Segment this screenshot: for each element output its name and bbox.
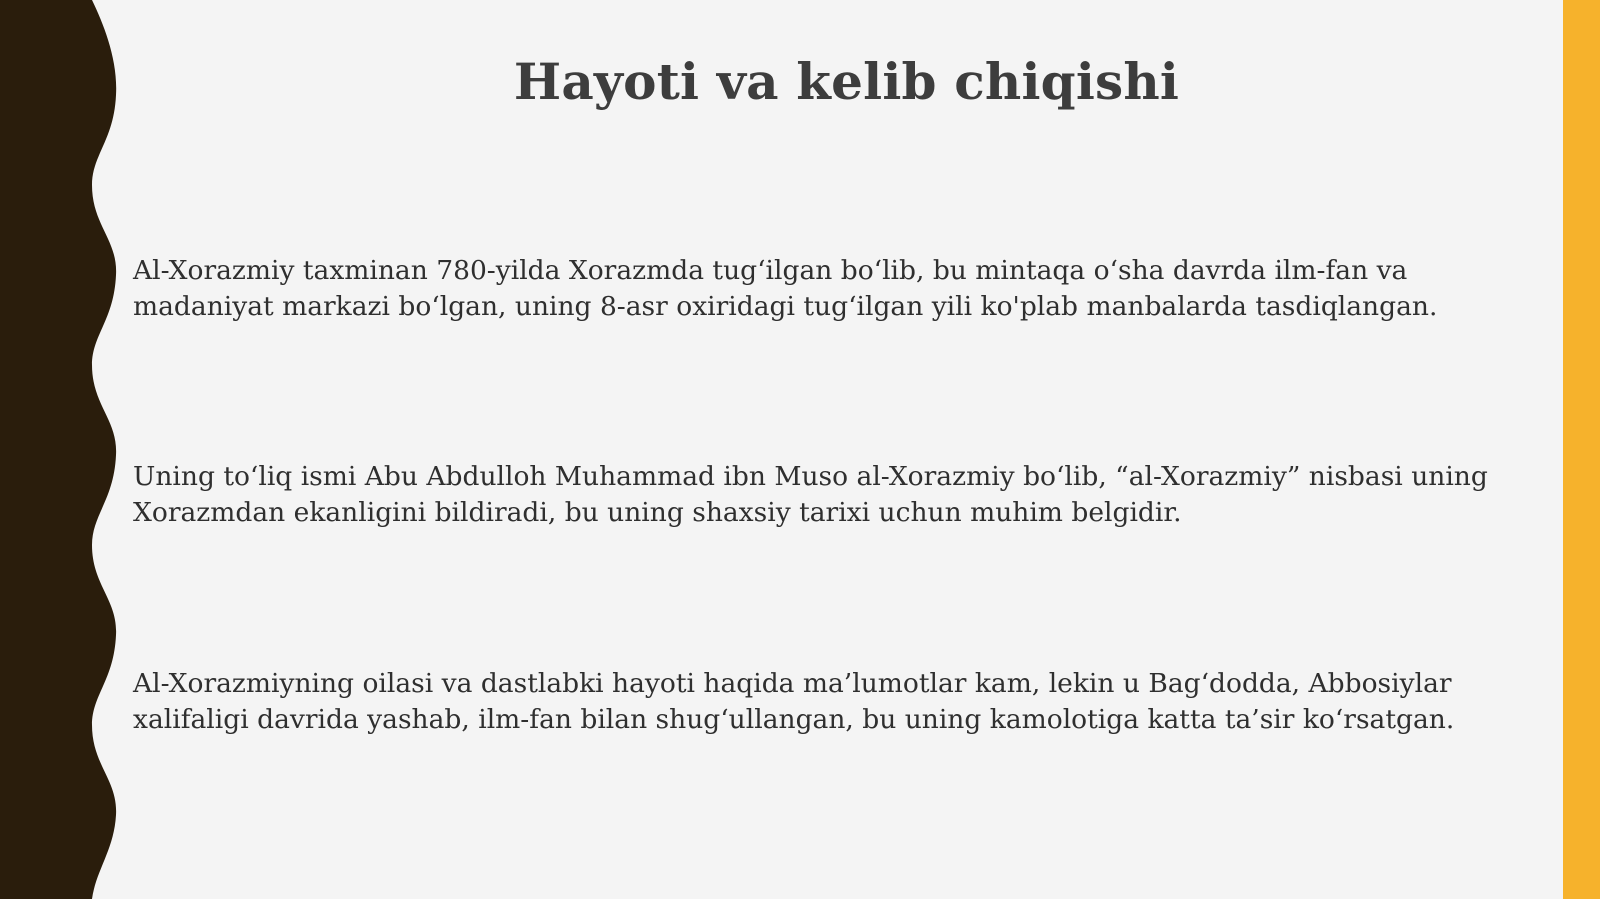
- left-wavy-band: [0, 0, 130, 899]
- right-accent-band: [1563, 0, 1600, 899]
- slide-title: Hayoti va kelib chiqishi: [513, 52, 1180, 111]
- wavy-band-shape: [0, 0, 116, 899]
- paragraph-early-life: Al-Xorazmiyning oilasi va dastlabki hayoti haqida ma’lumotlar kam, lekin u Bag‘dodda, Abbosiylar xalifaligi davrida yashab, ilm-fan bilan shug‘ullangan, bu uning kamolotiga katta ta’sir ko‘rsatgan.: [133, 668, 1455, 735]
- paragraph-full-name: Uning to‘liq ismi Abu Abdulloh Muhammad ibn Muso al-Xorazmiy bo‘lib, “al-Xorazmiy” nisbasi uning Xorazmdan ekanligini bildiradi, bu uning shaxsiy tarixi uchun muhim belgidir.: [133, 461, 1488, 528]
- paragraph-birth: Al-Xorazmiy taxminan 780-yilda Xorazmda tug‘ilgan bo‘lib, bu mintaqa o‘sha davrda ilm-fan va madaniyat markazi bo‘lgan, uning 8-asr oxiridagi tug‘ilgan yili ko'plab manbalarda tasdiqlangan.: [133, 255, 1438, 322]
